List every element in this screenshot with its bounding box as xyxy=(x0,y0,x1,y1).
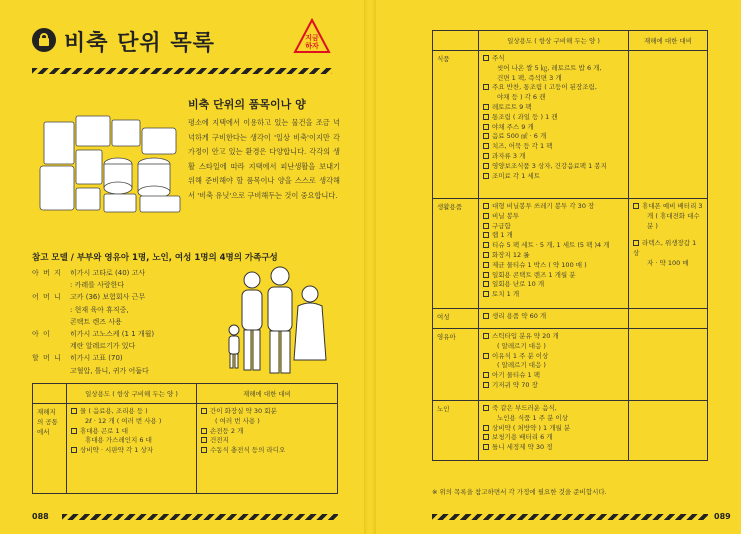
checklist-item: 영양보조식품 3 상자, 건강음료팩 1 봉지 xyxy=(483,162,624,172)
checkbox[interactable] xyxy=(633,240,639,246)
checkbox[interactable] xyxy=(201,408,207,414)
checklist-item: 보청기용 배터리 6 개 xyxy=(483,433,624,443)
checkbox[interactable] xyxy=(483,114,489,120)
category-cell: 노인 xyxy=(433,401,479,461)
checkbox[interactable] xyxy=(201,437,207,443)
checkbox[interactable] xyxy=(483,163,489,169)
category-cell: 식품 xyxy=(433,51,479,199)
checkbox[interactable] xyxy=(483,213,489,219)
checkbox[interactable] xyxy=(201,447,207,453)
checkbox[interactable] xyxy=(483,104,489,110)
table-header: 재해에 대한 대비 xyxy=(197,384,338,404)
category-cell: 여성 xyxy=(433,309,479,329)
checkbox[interactable] xyxy=(483,173,489,179)
checkbox[interactable] xyxy=(483,84,489,90)
hazard-stripe xyxy=(62,514,338,520)
table-row xyxy=(433,401,708,461)
member-row xyxy=(32,291,154,303)
checkbox[interactable] xyxy=(483,223,489,229)
checkbox[interactable] xyxy=(483,124,489,130)
disaster-cell xyxy=(629,309,708,329)
checkbox[interactable] xyxy=(633,203,639,209)
common-supplies-table xyxy=(32,383,338,494)
daily-cell xyxy=(479,309,629,329)
checklist-item: 제균 물티슈 1 박스 ( 약 100 매 ) xyxy=(483,261,624,271)
checklist-item: 물 ( 음료용, 조리용 등 ) xyxy=(71,407,192,417)
member-row xyxy=(32,328,154,340)
item-detail: ( 알레르기 대응 ) xyxy=(497,361,546,370)
table-row xyxy=(33,404,338,494)
member-role: 아 버 지 xyxy=(32,269,62,277)
family-model-title: 참고 모델 / 부부와 영유아 1명, 노인, 여성 1명의 4명의 가족구성 xyxy=(32,253,278,263)
table-row xyxy=(433,199,708,309)
checklist-item: 주식 xyxy=(483,54,624,64)
lock-icon xyxy=(32,28,56,52)
checkbox[interactable] xyxy=(71,428,77,434)
member-detail: : 현재 육아 휴직중, xyxy=(70,305,129,314)
checklist-item: 기저귀 약 70 장 xyxy=(483,381,624,391)
disaster-cell xyxy=(629,51,708,199)
checklist-item: 과자류 3 개 xyxy=(483,152,624,162)
checklist-item: 상비약 ( 처방약 ) 1 개월 분 xyxy=(483,424,624,434)
badge-line-2: 하자 xyxy=(305,42,319,50)
item-detail: 건면 1 팩, 즉석면 3 개 xyxy=(497,73,562,82)
page-number: 089 xyxy=(714,512,731,521)
checkbox[interactable] xyxy=(483,405,489,411)
checkbox[interactable] xyxy=(483,55,489,61)
checklist-item: 일회용 난로 10 개 xyxy=(483,280,624,290)
disaster-cell xyxy=(629,401,708,461)
checklist-item: 일회용 콘택트 렌즈 1 개월 분 xyxy=(483,271,624,281)
checkbox[interactable] xyxy=(483,444,489,450)
warning-triangle-icon xyxy=(293,18,331,56)
checklist-item: 음료 500 ㎖ · 6 개 xyxy=(483,132,624,142)
checklist-item: 토치 1 개 xyxy=(483,290,624,300)
item-detail: 개 ( 휴대전화 대수 분 ) xyxy=(647,211,700,230)
checkbox[interactable] xyxy=(483,333,489,339)
member-role: 어 머 니 xyxy=(32,293,62,302)
checklist-item: 스틱타입 분유 약 20 개 xyxy=(483,332,624,342)
checklist-item: 비닐 봉투 xyxy=(483,212,624,222)
checklist-item: 아기 물티슈 1 팩 xyxy=(483,371,624,381)
item-detail: 노인용 식품 1 주 분 이상 xyxy=(497,413,568,422)
page-title: 비축 단위 목록 xyxy=(64,31,215,56)
table-header: 일상용도 ( 항상 구비해 두는 양 ) xyxy=(67,384,197,404)
footnote: ※ 위의 목록을 참고하면서 각 가정에 필요한 것을 준비합시다. xyxy=(432,488,607,496)
disaster-cell xyxy=(629,329,708,401)
hazard-stripe xyxy=(32,68,332,74)
member-detail: 고혈압, 틀니, 귀가 어둡다 xyxy=(70,366,149,375)
member-row xyxy=(32,267,154,279)
checklist-item: 구급함 xyxy=(483,222,624,232)
category-cell: 생활용품 xyxy=(433,199,479,309)
checkbox[interactable] xyxy=(201,428,207,434)
member-detail: : 카레를 사랑한다 xyxy=(70,281,125,290)
table-header xyxy=(33,384,67,404)
checklist-item: 틀니 세정제 약 30 정 xyxy=(483,443,624,453)
member-row xyxy=(32,352,154,364)
checkbox[interactable] xyxy=(483,353,489,359)
item-detail: 2ℓ · 12 개 ( 여러 번 사용 ) xyxy=(85,416,162,425)
checkbox[interactable] xyxy=(483,382,489,388)
checklist-item: 치즈, 어묵 등 각 1 팩 xyxy=(483,142,624,152)
table-row xyxy=(433,329,708,401)
checklist-item: 레토르트 9 팩 xyxy=(483,103,624,113)
daily-cell xyxy=(479,401,629,461)
member-detail: 히가시 고표 (70) xyxy=(70,354,123,363)
checklist-item: 죽 같은 부드러운 음식, xyxy=(483,404,624,414)
member-detail: 히가시 고타로 (40) 고사 xyxy=(70,269,146,277)
checklist-item: 랩 1 개 xyxy=(483,231,624,241)
daily-cell xyxy=(67,404,197,494)
checklist-item: 이유식 1 주 분 이상 xyxy=(483,352,624,362)
item-detail: 휴대용 가스레인지 6 대 xyxy=(85,436,152,445)
badge-line-1: 지금 xyxy=(305,34,319,42)
disaster-cell xyxy=(629,199,708,309)
category-cell: 재해지의 공통에서 xyxy=(33,404,67,494)
item-detail: ( 알레르기 대응 ) xyxy=(497,341,546,350)
page-number: 088 xyxy=(32,512,49,521)
checkbox[interactable] xyxy=(483,133,489,139)
daily-cell xyxy=(479,329,629,401)
item-detail: ( 여러 번 사용 ) xyxy=(215,416,260,425)
table-row xyxy=(433,309,708,329)
checkbox[interactable] xyxy=(483,232,489,238)
item-detail: 자 · 약 100 매 xyxy=(647,258,689,267)
member-role: 아 이 xyxy=(32,330,51,339)
table-header: 일상용도 ( 항상 구비해 두는 양 ) xyxy=(479,31,629,51)
checkbox[interactable] xyxy=(483,425,489,431)
checklist-item: 수동식 충전식 등의 라디오 xyxy=(201,446,333,456)
checkbox[interactable] xyxy=(483,252,489,258)
item-detail: 야채 등 ) 각 6 캔 xyxy=(497,93,546,102)
checkbox[interactable] xyxy=(483,372,489,378)
checklist-item: 대형 비닐봉투 쓰레기 봉투 각 30 장 xyxy=(483,202,624,212)
checklist-item: 간이 화장실 약 30 회분 xyxy=(201,407,333,417)
checklist-item: 주요 반찬, 통조림 ( 고등어 된장조림, xyxy=(483,83,624,93)
family-members xyxy=(32,267,154,377)
checkbox[interactable] xyxy=(483,291,489,297)
checkbox[interactable] xyxy=(483,281,489,287)
checkbox[interactable] xyxy=(483,143,489,149)
checkbox[interactable] xyxy=(483,242,489,248)
checklist-item: 건전지 xyxy=(201,436,333,446)
checkbox[interactable] xyxy=(483,272,489,278)
section-subheading: 비축 단위의 품목이나 양 xyxy=(188,98,306,111)
member-role: 할 머 니 xyxy=(32,354,62,363)
member-detail: 고카 (36) 보험회사 근무 xyxy=(70,293,146,302)
hazard-stripe xyxy=(432,514,708,520)
intro-paragraph: 평소에 지택에서 이용하고 있는 물건을 조금 넉넉하게 구비한다는 생각이 '일상 비축'이지만 각 가정이 안고 있는 환경은 다양합니다. 각각의 생활 스타일에 따라 지택에서 피난생활을 보내기 위해 준비해야 할 품목이나 양을 스스로 생각해서 '비축 유닛'으로 구비해두는 것이 중요합니다. xyxy=(188,118,340,200)
checklist-item: 조미료 각 1 세트 xyxy=(483,172,624,182)
stockpile-illustration xyxy=(36,108,186,216)
checklist-item: 라텍스, 위생장갑 1 상 xyxy=(633,239,697,258)
checkbox[interactable] xyxy=(71,447,77,453)
daily-cell xyxy=(479,51,629,199)
member-detail: 계란 알레르기가 있다 xyxy=(70,342,136,351)
daily-cell xyxy=(479,199,629,309)
table-header xyxy=(433,31,479,51)
category-cell: 영유아 xyxy=(433,329,479,401)
category-supplies-table xyxy=(432,30,708,461)
checklist-item: 티슈 5 팩 세트 · 5 개, 1 세트 (5 팩 )4 개 xyxy=(483,241,624,251)
checklist-item: 손전등 2 개 xyxy=(201,427,333,437)
checkbox[interactable] xyxy=(483,313,489,319)
checklist-item: 휴대용 곤로 1 대 xyxy=(71,427,192,437)
member-detail: 히가시 고노스케 (1 1 개월) xyxy=(70,330,155,339)
member-detail: 콘택트 렌즈 사용 xyxy=(70,317,122,326)
item-detail: 씻어 나온 쌀 5 ㎏, 레토르트 밥 6 개, xyxy=(497,63,602,72)
checkbox[interactable] xyxy=(71,408,77,414)
checklist-item: 상비약 · 시판약 각 1 상자 xyxy=(71,446,192,456)
checkbox[interactable] xyxy=(483,262,489,268)
checkbox[interactable] xyxy=(483,153,489,159)
checklist-item: 생리 용품 약 60 개 xyxy=(483,312,624,322)
disaster-cell xyxy=(197,404,338,494)
checkbox[interactable] xyxy=(483,434,489,440)
checklist-item: 야채 주스 9 개 xyxy=(483,123,624,133)
checklist-item: 통조림 ( 과일 등 ) 1 캔 xyxy=(483,113,624,123)
table-row xyxy=(433,51,708,199)
checkbox[interactable] xyxy=(483,203,489,209)
checklist-item: 화장지 12 롤 xyxy=(483,251,624,261)
checklist-item: 휴대폰 예비 배터리 3 xyxy=(633,202,703,212)
table-header: 재해에 대한 대비 xyxy=(629,31,708,51)
family-illustration xyxy=(222,260,332,380)
left-page xyxy=(0,0,370,534)
